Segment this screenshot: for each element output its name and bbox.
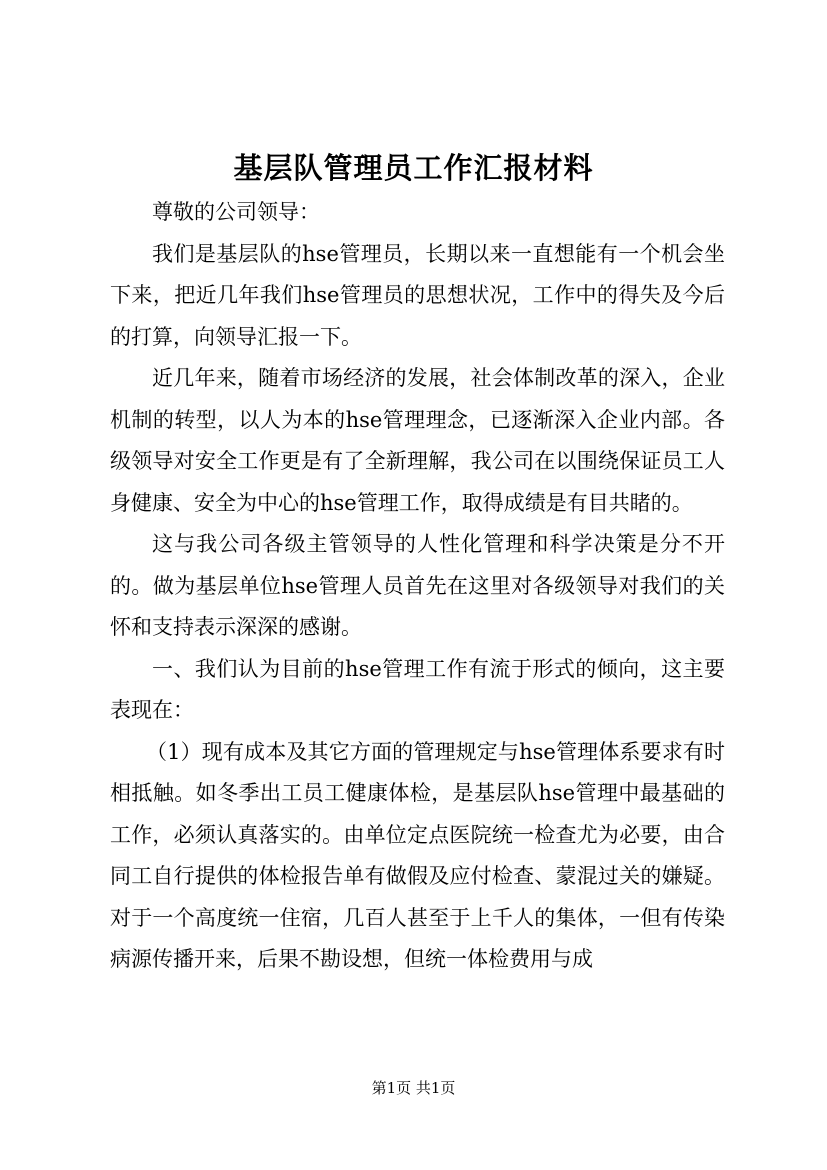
body-paragraph-2: 近几年来，随着市场经济的发展，社会体制改革的深入，企业机制的转型，以人为本的hse管理理念，已逐渐深入企业内部。各级领导对安全工作更是有了全新理解，我公司在以围绕保证员工人身健康、安全为中心的hse管理工作，取得成绩是有目共睹的。	[110, 366, 725, 515]
document-body	[110, 192, 725, 981]
body-paragraph-1: 我们是基层队的hse管理员，长期以来一直想能有一个机会坐下来，把近几年我们hse管理员的思想状况，工作中的得失及今后的打算，向领导汇报一下。	[110, 241, 725, 349]
document-title: 基层队管理员工作汇报材料	[233, 151, 594, 185]
body-paragraph-5: （1）现有成本及其它方面的管理规定与hse管理体系要求有时相抵触。如冬季出工员工健康体检，是基层队hse管理中最基础的工作，必须认真落实的。由单位定点医院统一检查尤为必要，由合同工自行提供的体检报告单有做假及应付检查、蒙混过关的嫌疑。对于一个高度统一住宿，几百人甚至于上千人的集体，一但有传染病源传播开来，后果不勘设想，但统一体检费用与成	[110, 739, 725, 971]
page-footer: 第1页 共1页	[371, 1079, 456, 1097]
body-paragraph-4: 一、我们认为目前的hse管理工作有流于形式的倾向，这主要表现在：	[110, 656, 725, 722]
salutation-paragraph: 尊敬的公司领导：	[152, 200, 320, 224]
body-paragraph-3: 这与我公司各级主管领导的人性化管理和科学决策是分不开的。做为基层单位hse管理人员首先在这里对各级领导对我们的关怀和支持表示深深的感谢。	[110, 532, 725, 639]
